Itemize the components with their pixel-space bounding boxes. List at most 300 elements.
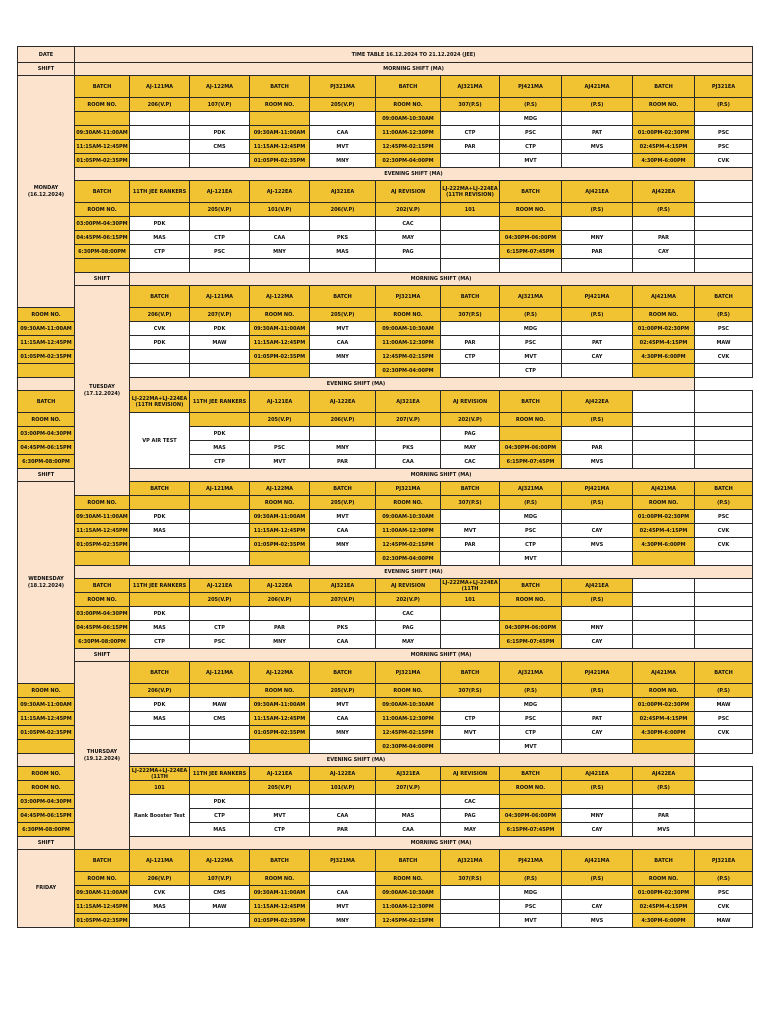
table-cell: MAS	[130, 621, 190, 635]
table-cell	[562, 795, 633, 809]
timetable-row	[18, 552, 753, 566]
table-cell: CTP	[190, 621, 250, 635]
table-cell	[500, 259, 562, 273]
table-cell	[695, 795, 753, 809]
table-cell: 307(P.S)	[441, 684, 500, 698]
table-cell: BATCH	[310, 482, 376, 496]
table-cell	[441, 740, 500, 754]
table-cell: 09:30AM-11:00AM	[250, 698, 310, 712]
table-cell: (P.S)	[500, 872, 562, 886]
table-cell	[441, 364, 500, 378]
timetable-row	[18, 579, 753, 593]
table-cell: CTP	[500, 364, 562, 378]
table-cell	[441, 781, 500, 795]
table-cell: MVT	[500, 350, 562, 364]
table-cell: PSC	[500, 126, 562, 140]
table-cell: AJ REVISION	[376, 181, 441, 203]
table-cell: PAR	[310, 455, 376, 469]
table-cell: AJ-122MA	[250, 662, 310, 684]
table-cell: ROOM NO.	[633, 684, 695, 698]
table-cell	[500, 607, 562, 621]
table-cell: (P.S)	[633, 203, 695, 217]
table-cell: CVK	[695, 154, 753, 168]
table-cell: 205(V.P)	[190, 593, 250, 607]
table-cell	[633, 217, 695, 231]
table-cell	[441, 217, 500, 231]
table-cell: AJ421MA	[633, 482, 695, 496]
table-cell: LJ-222MA+LJ-224EA (11TH	[130, 767, 190, 781]
table-cell: BATCH	[310, 286, 376, 308]
table-cell: 11:15AM-12:45PM	[75, 524, 130, 538]
table-cell	[562, 112, 633, 126]
table-cell: PAR	[441, 336, 500, 350]
table-cell: (P.S)	[562, 203, 633, 217]
header-cell: MORNING SHIFT (MA)	[75, 63, 753, 76]
table-cell: CMS	[190, 140, 250, 154]
table-cell: 01:05PM-02:35PM	[18, 350, 75, 364]
table-cell: PAG	[441, 809, 500, 823]
table-cell: 205(V.P)	[310, 308, 376, 322]
table-cell	[633, 112, 695, 126]
timetable-row	[18, 378, 753, 391]
table-cell: PSC	[190, 245, 250, 259]
table-cell: 01:05PM-02:35PM	[250, 538, 310, 552]
table-cell: MNY	[310, 350, 376, 364]
table-cell: AJ422EA	[633, 767, 695, 781]
table-cell: 11:15AM-12:45PM	[75, 900, 130, 914]
table-cell: MVT	[310, 140, 376, 154]
table-cell: BATCH	[500, 391, 562, 413]
table-cell	[250, 364, 310, 378]
table-cell	[441, 914, 500, 928]
table-cell	[695, 364, 753, 378]
table-cell: MDG	[500, 112, 562, 126]
table-cell: PJ321EA	[695, 850, 753, 872]
table-cell: 207(V.P)	[376, 781, 441, 795]
table-cell: 01:05PM-02:35PM	[250, 154, 310, 168]
timetable-row	[18, 914, 753, 928]
table-cell	[562, 322, 633, 336]
table-cell	[130, 112, 190, 126]
table-cell: LJ-222MA+LJ-224EA (11TH REVISION)	[441, 181, 500, 203]
table-cell: ROOM NO.	[250, 308, 310, 322]
table-cell: CAY	[562, 350, 633, 364]
table-cell: PAR	[250, 621, 310, 635]
table-cell: PDK	[130, 607, 190, 621]
table-cell	[633, 455, 695, 469]
table-cell: (P.S)	[695, 98, 753, 112]
table-cell	[441, 510, 500, 524]
table-cell: BATCH	[695, 286, 753, 308]
table-cell: ROOM NO.	[376, 308, 441, 322]
table-cell: ROOM NO.	[18, 308, 75, 322]
table-cell: 12:45PM-02:15PM	[376, 140, 441, 154]
table-cell: MAY	[376, 231, 441, 245]
timetable-row	[18, 112, 753, 126]
table-cell: (P.S)	[695, 496, 753, 510]
table-cell: MNY	[310, 154, 376, 168]
table-cell: AJ REVISION	[376, 579, 441, 593]
table-cell: AJ321EA	[376, 391, 441, 413]
table-cell: 4:30PM-6:00PM	[633, 726, 695, 740]
table-cell: 04:45PM-06:15PM	[75, 621, 130, 635]
table-cell	[130, 914, 190, 928]
table-cell: 03:00PM-04:30PM	[18, 795, 75, 809]
table-cell: PDK	[130, 217, 190, 231]
table-cell: BATCH	[376, 850, 441, 872]
table-cell: PDK	[190, 126, 250, 140]
table-cell: BATCH	[695, 662, 753, 684]
table-cell: CTP	[190, 809, 250, 823]
table-cell: ROOM NO.	[75, 203, 130, 217]
table-cell	[633, 621, 695, 635]
table-cell: PAG	[376, 621, 441, 635]
table-cell: 207(V.P)	[376, 413, 441, 427]
table-cell: CTP	[130, 245, 190, 259]
table-cell: MAY	[441, 823, 500, 837]
table-cell: Rank Booster Test	[130, 795, 190, 837]
table-cell: 11:15AM-12:45PM	[250, 900, 310, 914]
table-cell	[310, 740, 376, 754]
table-cell: PJ321MA	[376, 482, 441, 496]
table-cell: MNY	[310, 914, 376, 928]
table-cell: PDK	[190, 795, 250, 809]
table-cell	[130, 140, 190, 154]
timetable-row	[18, 538, 753, 552]
table-cell: MNY	[310, 441, 376, 455]
table-cell	[130, 538, 190, 552]
header-cell: SHIFT	[75, 273, 130, 286]
timetable-row	[18, 286, 753, 308]
table-cell: MVT	[310, 900, 376, 914]
table-cell	[633, 740, 695, 754]
table-cell: AJ321MA	[500, 482, 562, 496]
table-cell: BATCH	[500, 579, 562, 593]
table-cell	[310, 607, 376, 621]
header-cell: TIME TABLE 16.12.2024 TO 21.12.2024 (JEE)	[75, 47, 753, 63]
timetable-row	[18, 63, 753, 76]
table-cell	[75, 112, 130, 126]
table-cell	[441, 259, 500, 273]
table-cell: CAY	[562, 900, 633, 914]
timetable-body	[18, 47, 753, 928]
table-cell: PDK	[130, 698, 190, 712]
table-cell: 02:45PM-4:15PM	[633, 900, 695, 914]
table-cell	[695, 203, 753, 217]
table-cell: 11:00AM-12:30PM	[376, 712, 441, 726]
table-cell: PAT	[562, 126, 633, 140]
table-cell: CAC	[441, 795, 500, 809]
table-cell: BATCH	[250, 76, 310, 98]
table-cell: 202(V.P)	[441, 413, 500, 427]
table-cell: CAY	[633, 245, 695, 259]
table-cell: (P.S)	[562, 872, 633, 886]
table-cell: 206(V.P)	[310, 413, 376, 427]
table-cell: PSC	[695, 886, 753, 900]
table-cell	[130, 593, 190, 607]
table-cell: 11:15AM-12:45PM	[250, 712, 310, 726]
table-cell: 6:30PM-08:00PM	[18, 823, 75, 837]
table-cell	[310, 112, 376, 126]
table-cell: BATCH	[441, 662, 500, 684]
table-cell: ROOM NO.	[250, 684, 310, 698]
timetable-row	[18, 140, 753, 154]
table-cell: 09:00AM-10:30AM	[376, 886, 441, 900]
table-cell: BATCH	[500, 181, 562, 203]
table-cell: MDG	[500, 698, 562, 712]
table-cell: BATCH	[130, 662, 190, 684]
table-cell	[190, 510, 250, 524]
table-cell: ROOM NO.	[18, 413, 75, 427]
table-cell: MAS	[310, 245, 376, 259]
table-cell	[190, 607, 250, 621]
table-cell: PAG	[441, 427, 500, 441]
table-cell: 09:30AM-11:00AM	[250, 510, 310, 524]
table-cell: 202(V.P)	[376, 593, 441, 607]
table-cell: 01:00PM-02:30PM	[633, 886, 695, 900]
table-cell: PJ321MA	[376, 662, 441, 684]
table-cell	[500, 427, 562, 441]
timetable-row	[18, 524, 753, 538]
table-cell: 09:30AM-11:00AM	[75, 126, 130, 140]
table-cell: ROOM NO.	[376, 98, 441, 112]
table-cell	[376, 427, 441, 441]
table-cell: MAW	[695, 698, 753, 712]
table-cell: 11TH JEE RANKERS	[190, 391, 250, 413]
timetable-row	[18, 203, 753, 217]
table-cell	[633, 552, 695, 566]
header-cell: MORNING SHIFT (MA)	[130, 649, 753, 662]
table-cell: 6:15PM-07:45PM	[500, 245, 562, 259]
table-cell: (P.S)	[562, 496, 633, 510]
table-cell	[250, 795, 310, 809]
table-cell: 206(V.P)	[130, 308, 190, 322]
timetable-row	[18, 754, 753, 767]
table-cell: 04:45PM-06:15PM	[75, 231, 130, 245]
timetable-row	[18, 273, 753, 286]
table-cell	[190, 552, 250, 566]
table-cell: 11:15AM-12:45PM	[250, 336, 310, 350]
table-cell: CVK	[130, 322, 190, 336]
table-cell: 09:30AM-11:00AM	[75, 886, 130, 900]
table-cell: 04:30PM-06:00PM	[500, 441, 562, 455]
table-cell: (P.S)	[695, 684, 753, 698]
table-cell: BATCH	[633, 76, 695, 98]
table-cell: PKS	[310, 231, 376, 245]
table-cell: ROOM NO.	[376, 684, 441, 698]
table-cell: AJ-122EA	[250, 579, 310, 593]
table-cell	[695, 427, 753, 441]
table-cell: CTP	[190, 231, 250, 245]
table-cell	[310, 364, 376, 378]
table-cell	[562, 607, 633, 621]
table-cell: 09:00AM-10:30AM	[376, 510, 441, 524]
table-cell: AJ-122EA	[250, 181, 310, 203]
table-cell: PJ321MA	[310, 76, 376, 98]
table-cell: (P.S)	[562, 593, 633, 607]
table-cell: 101	[130, 781, 190, 795]
table-cell: 04:45PM-06:15PM	[18, 441, 75, 455]
table-cell: BATCH	[75, 181, 130, 203]
table-cell: 02:45PM-4:15PM	[633, 524, 695, 538]
timetable-row	[18, 181, 753, 203]
table-cell	[633, 635, 695, 649]
table-cell: CTP	[441, 126, 500, 140]
table-cell: CAC	[376, 217, 441, 231]
table-cell: 107(V.P)	[190, 872, 250, 886]
table-cell: 11:00AM-12:30PM	[376, 336, 441, 350]
table-cell	[441, 886, 500, 900]
table-cell: MAW	[190, 900, 250, 914]
table-cell	[190, 154, 250, 168]
table-cell: CAA	[250, 231, 310, 245]
table-cell	[190, 496, 250, 510]
table-cell: CTP	[500, 538, 562, 552]
table-cell: MNY	[562, 809, 633, 823]
table-cell: 01:00PM-02:30PM	[633, 510, 695, 524]
table-cell: 207(V.P)	[310, 593, 376, 607]
table-cell	[376, 259, 441, 273]
table-cell: MVT	[441, 524, 500, 538]
table-cell: MAS	[130, 712, 190, 726]
table-cell: AJ321EA	[310, 579, 376, 593]
table-cell: PSC	[500, 712, 562, 726]
table-cell: 101(V.P)	[250, 203, 310, 217]
table-cell	[500, 217, 562, 231]
table-cell: 09:00AM-10:30AM	[376, 112, 441, 126]
day-label: MONDAY (16.12.2024)	[18, 76, 75, 308]
table-cell: MDG	[500, 322, 562, 336]
table-cell	[130, 154, 190, 168]
table-cell: 11:00AM-12:30PM	[376, 900, 441, 914]
header-cell: EVENING SHIFT (MA)	[75, 566, 753, 579]
timetable-row	[18, 47, 753, 63]
table-cell: PAR	[633, 809, 695, 823]
table-cell	[310, 872, 376, 886]
table-cell	[250, 217, 310, 231]
table-cell	[562, 364, 633, 378]
table-cell: PSC	[500, 524, 562, 538]
table-cell: ROOM NO.	[633, 496, 695, 510]
table-cell: LJ-222MA+LJ-224EA (11TH REVISION)	[130, 391, 190, 413]
table-cell	[695, 391, 753, 413]
table-cell: 11:15AM-12:45PM	[18, 336, 75, 350]
table-cell: CAC	[376, 607, 441, 621]
table-cell: 01:05PM-02:35PM	[75, 914, 130, 928]
table-cell: MAS	[130, 900, 190, 914]
table-cell: CAC	[441, 455, 500, 469]
table-cell: PJ421MA	[562, 482, 633, 496]
table-cell: 4:30PM-6:00PM	[633, 914, 695, 928]
table-cell: 205(V.P)	[310, 684, 376, 698]
table-cell: ROOM NO.	[18, 684, 75, 698]
table-cell: 205(V.P)	[250, 781, 310, 795]
table-cell: AJ421MA	[562, 76, 633, 98]
table-cell: BATCH	[500, 767, 562, 781]
table-cell: MVS	[562, 538, 633, 552]
table-cell: AJ421EA	[562, 181, 633, 203]
table-cell: 11TH JEE RANKERS	[130, 579, 190, 593]
table-cell: 6:15PM-07:45PM	[500, 455, 562, 469]
table-cell: 02:45PM-4:15PM	[633, 712, 695, 726]
table-cell	[250, 427, 310, 441]
table-cell: PSC	[695, 322, 753, 336]
table-cell: PJ321MA	[376, 286, 441, 308]
table-cell: MAW	[190, 698, 250, 712]
table-cell: 09:30AM-11:00AM	[250, 322, 310, 336]
table-cell	[441, 552, 500, 566]
table-cell	[130, 364, 190, 378]
table-cell	[562, 698, 633, 712]
table-cell: 206(V.P)	[310, 203, 376, 217]
table-cell: ROOM NO.	[18, 767, 75, 781]
table-cell: MAW	[190, 336, 250, 350]
table-cell	[695, 259, 753, 273]
table-cell: MAW	[695, 336, 753, 350]
table-cell: MVT	[441, 726, 500, 740]
table-cell	[562, 259, 633, 273]
table-cell	[190, 781, 250, 795]
table-cell: AJ321EA	[376, 767, 441, 781]
table-cell: ROOM NO.	[376, 872, 441, 886]
table-cell	[310, 427, 376, 441]
table-cell	[376, 795, 441, 809]
table-cell: AJ321MA	[500, 286, 562, 308]
table-cell	[310, 217, 376, 231]
table-cell	[190, 112, 250, 126]
table-cell	[633, 593, 695, 607]
table-cell	[190, 914, 250, 928]
table-cell: 6:30PM-08:00PM	[75, 245, 130, 259]
header-cell: DATE	[18, 47, 75, 63]
table-cell: BATCH	[376, 76, 441, 98]
table-cell: CMS	[190, 712, 250, 726]
table-cell: 4:30PM-6:00PM	[633, 538, 695, 552]
table-cell: 11:00AM-12:30PM	[376, 524, 441, 538]
table-cell: (P.S)	[500, 496, 562, 510]
table-cell: CTP	[441, 712, 500, 726]
table-cell: AJ-121MA	[190, 286, 250, 308]
table-cell: PJ421MA	[500, 850, 562, 872]
table-cell: AJ-121EA	[190, 579, 250, 593]
table-cell: 03:00PM-04:30PM	[18, 427, 75, 441]
table-cell: MVS	[562, 140, 633, 154]
table-cell: CTP	[441, 350, 500, 364]
table-cell	[500, 795, 562, 809]
header-cell: MORNING SHIFT (MA)	[130, 469, 753, 482]
table-cell	[130, 740, 190, 754]
table-cell: PAR	[633, 231, 695, 245]
table-cell	[695, 181, 753, 203]
header-cell: SHIFT	[75, 649, 130, 662]
table-cell: CVK	[695, 538, 753, 552]
table-cell: 307(P.S)	[441, 872, 500, 886]
table-cell	[441, 154, 500, 168]
table-cell: PDK	[130, 336, 190, 350]
timetable-row	[18, 635, 753, 649]
table-cell: CMS	[190, 886, 250, 900]
table-cell	[695, 112, 753, 126]
table-cell	[190, 524, 250, 538]
table-cell: PKS	[310, 621, 376, 635]
table-cell	[633, 391, 695, 413]
table-cell: 205(V.P)	[310, 496, 376, 510]
table-cell: 02:30PM-04:00PM	[376, 552, 441, 566]
table-cell	[250, 112, 310, 126]
table-cell	[310, 795, 376, 809]
header-cell: EVENING SHIFT (MA)	[18, 754, 695, 767]
table-cell: PDK	[190, 322, 250, 336]
